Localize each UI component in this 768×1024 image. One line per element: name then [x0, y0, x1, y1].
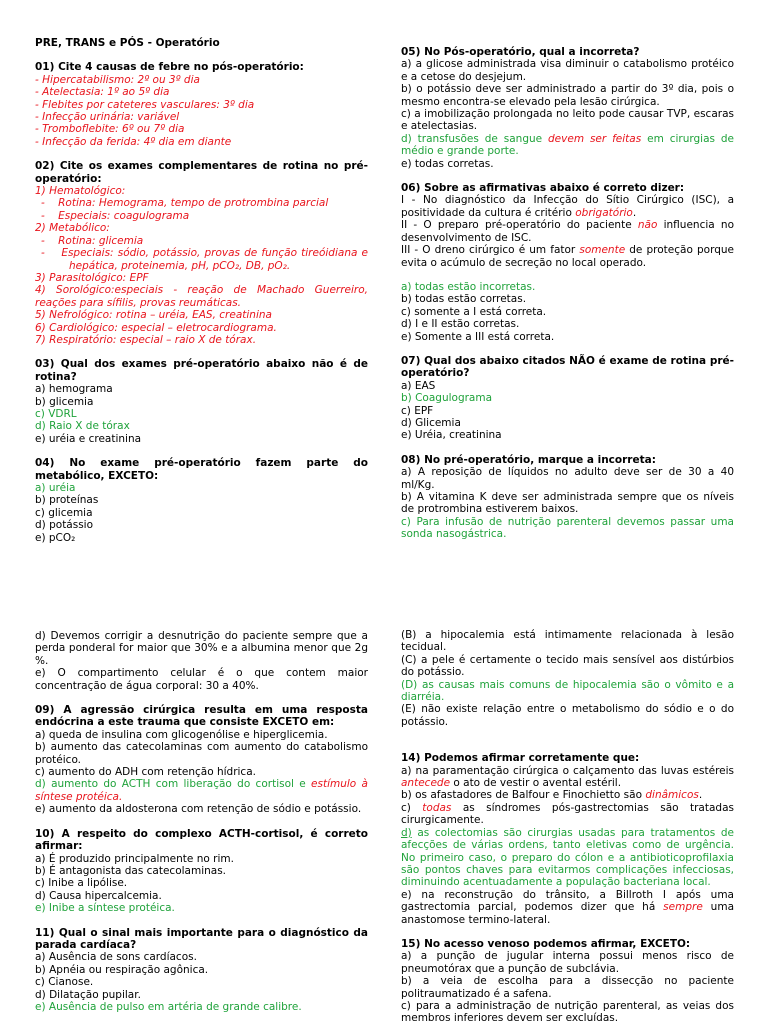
answer-item: 4) Sorológico:especiais - reação de Machado Guerreiro, reações para sífilis, provas reumáticas. — [35, 284, 368, 309]
option: c) Cianose. — [35, 976, 94, 989]
option: e) O compartimento celular é o que contem maior concentração de água corporal: 30 a 40%. — [35, 667, 368, 692]
question-02 — [35, 160, 368, 346]
question-01 — [35, 61, 368, 148]
option: a) hemograma — [35, 383, 113, 396]
left-column-bottom — [35, 630, 368, 1013]
option: e) Uréia, creatinina — [401, 429, 502, 442]
question-15-text: 15) No acesso venoso podemos afirmar, EXCETO: — [401, 937, 691, 950]
question-11 — [35, 927, 368, 1014]
option: b) Apnéia ou respiração agônica. — [35, 963, 209, 976]
question-04 — [35, 457, 368, 544]
answer-subitem: - Especiais: sódio, potássio, provas de função tireóidiana e hepática, proteinemia, pH, pCO₂, DB, pO₂. — [41, 247, 368, 272]
option-correct: e) Inibe a síntese protéica. — [35, 902, 175, 915]
option: e) uréia e creatinina — [35, 432, 142, 445]
answer-item: - Atelectasia: 1º ao 5º dia — [35, 86, 170, 99]
question-05 — [401, 46, 734, 170]
option-correct: a) uréia — [35, 482, 76, 494]
option: a) queda de insulina com glicogenólise e hiperglicemia. — [35, 728, 328, 741]
answer-item: - Infecção urinária: variável — [35, 111, 180, 124]
document-title: PRE, TRANS e PÓS - Operatório — [35, 37, 220, 49]
option: b) proteínas — [35, 494, 99, 507]
question-07-text: 07) Qual dos abaixo citados NÃO é exame de rotina pré-operatório? — [401, 354, 734, 380]
question-09-text: 09) A agressão cirúrgica resulta em uma resposta endócrina a este trauma que consiste EXCETO em: — [35, 704, 368, 729]
option-correct: a) todas estão incorretas. — [401, 280, 536, 293]
option: b) os afastadores de Balfour e Finochietto são dinâmicos. — [401, 789, 703, 802]
answer-subitem: - Rotina: glicemia — [41, 234, 144, 247]
option: (E) não existe relação entre o metabolismo do sódio e o do potássio. — [401, 703, 734, 728]
option-correct: e) Ausência de pulso em artéria de grande calibre. — [35, 1000, 302, 1013]
question-01-text: 01) Cite 4 causas de febre no pós-operatório: — [35, 61, 304, 74]
option: b) o potássio deve ser administrado a partir do 3º dia, pois o mesmo encontra-se elevado pela lesão cirúrgica. — [401, 83, 734, 108]
option: b) aumento das catecolaminas com aumento do catabolismo protéico. — [35, 741, 368, 766]
option: d) Dilatação pupilar. — [35, 988, 141, 1001]
right-column-bottom — [401, 629, 734, 1024]
option: d) I e II estão corretas. — [401, 318, 520, 331]
question-10-text: 10) A respeito do complexo ACTH-cortisol, é correto afirmar: — [35, 827, 368, 853]
answer-subitem: - Rotina: Hemograma, tempo de protrombina parcial — [41, 197, 329, 210]
option-correct: d) Raio X de tórax — [35, 420, 130, 433]
option-correct: c) VDRL — [35, 407, 77, 420]
option: c) somente a I está correta. — [401, 305, 547, 318]
answer-heading: 1) Hematológico: — [35, 185, 126, 198]
answer-item: 7) Respiratório: especial – raio X de tórax. — [35, 333, 257, 346]
question-08 — [401, 454, 734, 541]
option: d) potássio — [35, 519, 94, 532]
option: b) a veia de escolha para a dissecção no paciente politraumatizado é a safena. — [401, 975, 734, 1000]
option: (C) a pele é certamente o tecido mais sensível aos distúrbios do potássio. — [401, 653, 734, 679]
option: a) a punção de jugular interna possui menos risco de pneumotórax que a punção de subclávia. — [401, 950, 734, 975]
option: c) a imobilização prolongada no leito pode causar TVP, escaras e atelectasias. — [401, 108, 734, 133]
option: d) Glicemia — [401, 416, 461, 429]
option: c) EPF — [401, 404, 434, 417]
question-06-text: 06) Sobre as afirmativas abaixo é correto dizer: — [401, 182, 685, 195]
statement: II - O preparo pré-operatório do paciente não influencia no desenvolvimento de ISC. — [401, 219, 734, 244]
right-column-top — [401, 46, 734, 541]
option: e) aumento da aldosterona com retenção de sódio e potássio. — [35, 803, 362, 816]
option: a) É produzido principalmente no rim. — [35, 852, 234, 865]
option: a) Ausência de sons cardíacos. — [35, 951, 197, 964]
option: e) pCO₂ — [35, 531, 76, 544]
question-03-text: 03) Qual dos exames pré-operatório abaixo não é de rotina? — [35, 358, 368, 383]
option: d) Causa hipercalcemia. — [35, 889, 162, 902]
option: a) na paramentação cirúrgica o calçamento das luvas estéreis antecede o ato de vestir o avental estéril. — [401, 764, 734, 790]
question-08-continued — [35, 630, 368, 692]
question-07 — [401, 355, 734, 442]
question-11-text: 11) Qual o sinal mais importante para o diagnóstico da parada cardíaca? — [35, 926, 368, 951]
option: d) Devemos corrigir a desnutrição do paciente sempre que a perda ponderal for maior que 30% e a albumina menor que 2g %. — [35, 630, 368, 667]
question-13-continued — [401, 629, 734, 728]
answer-item: - Hipercatabilismo: 2º ou 3º dia — [35, 73, 200, 86]
question-03 — [35, 358, 368, 445]
option: b) É antagonista das catecolaminas. — [35, 864, 227, 877]
question-14 — [401, 752, 734, 926]
question-14-text: 14) Podemos afirmar corretamente que: — [401, 752, 640, 765]
option-correct: d) as colectomias são cirurgias usadas para tratamentos de afecções de várias ordens, tanto eletivas como de urgência. No primeiro caso, o preparo do cólon e a antibioticoprofilaxia são pontos chaves para evitarmos complicações infecciosas, diminuindo acentuadamente a população bacteriana local. — [401, 826, 734, 889]
option: b) glicemia — [35, 395, 94, 408]
option: c) Inibe a lipólise. — [35, 877, 128, 890]
option: a) A reposição de líquidos no adulto deve ser de 30 a 40 ml/Kg. — [401, 466, 734, 491]
question-08-text: 08) No pré-operatório, marque a incorreta: — [401, 453, 656, 466]
question-06 — [401, 182, 734, 343]
answer-item: - Tromboflebite: 6º ou 7º dia — [35, 123, 185, 136]
option: e) na reconstrução do trânsito, a Billroth I após uma gastrectomia parcial, podemos dizer que há sempre uma anastomose termino-lateral. — [401, 888, 734, 926]
option: b) todas estão corretas. — [401, 293, 527, 306]
question-10 — [35, 828, 368, 915]
question-02-text: 02) Cite os exames complementares de rotina no pré-operatório: — [35, 160, 368, 185]
option-correct: (D) as causas mais comuns de hipocalemia são o vômito e a diarréia. — [401, 678, 734, 704]
answer-item: 3) Parasitológico: EPF — [35, 271, 149, 284]
answer-subitem: - Especiais: coagulograma — [41, 209, 190, 222]
option: c) para a administração de nutrição parenteral, as veias dos membros inferiores devem ser excluídas. — [401, 999, 734, 1024]
answer-heading: 2) Metabólico: — [35, 222, 110, 235]
option: a) a glicose administrada visa diminuir o catabolismo protéico e a cetose do desjejum. — [401, 58, 734, 83]
question-09 — [35, 704, 368, 816]
option-correct: c) Para infusão de nutrição parenteral devemos passar uma sonda nasogástrica. — [401, 515, 734, 541]
answer-item: 6) Cardiológico: especial – eletrocardiograma. — [35, 321, 277, 334]
left-column-top — [35, 37, 368, 544]
option: b) A vitamina K deve ser administrada sempre que os níveis de protrombina estiverem baixos. — [401, 491, 734, 516]
option: c) aumento do ADH com retenção hídrica. — [35, 766, 256, 779]
option: a) EAS — [401, 379, 436, 392]
question-05-text: 05) No Pós-operatório, qual a incorreta? — [401, 46, 640, 58]
question-04-text: 04) No exame pré-operatório fazem parte do metabólico, EXCETO: — [35, 457, 368, 482]
answer-item: 5) Nefrológico: rotina – uréia, EAS, creatinina — [35, 309, 272, 322]
option: c) todas as síndromes pós-gastrectomias são tratadas cirurgicamente. — [401, 801, 734, 827]
answer-item: - Flebites por cateteres vasculares: 3º dia — [35, 98, 255, 111]
page-bottom — [0, 624, 768, 1024]
option: e) todas corretas. — [401, 157, 494, 170]
option-correct: b) Coagulograma — [401, 392, 493, 405]
statement: III - O dreno cirúrgico é um fator somente de proteção porque evita o acúmulo de secreção no local operado. — [401, 244, 734, 269]
option-correct: d) aumento do ACTH com liberação do cortisol e estímulo à síntese protéica. — [35, 778, 368, 803]
answer-item: - Infecção da ferida: 4º dia em diante — [35, 135, 232, 148]
option: e) Somente a III está correta. — [401, 330, 555, 343]
statement: I - No diagnóstico da Infecção do Sítio Cirúrgico (ISC), a positividade da cultura é critério obrigatório. — [401, 194, 734, 219]
option: c) glicemia — [35, 506, 93, 519]
question-15 — [401, 938, 734, 1024]
option: (B) a hipocalemia está intimamente relacionada à lesão tecidual. — [401, 629, 734, 654]
option-correct: d) transfusões de sangue devem ser feitas em cirurgias de médio e grande porte. — [401, 132, 735, 158]
